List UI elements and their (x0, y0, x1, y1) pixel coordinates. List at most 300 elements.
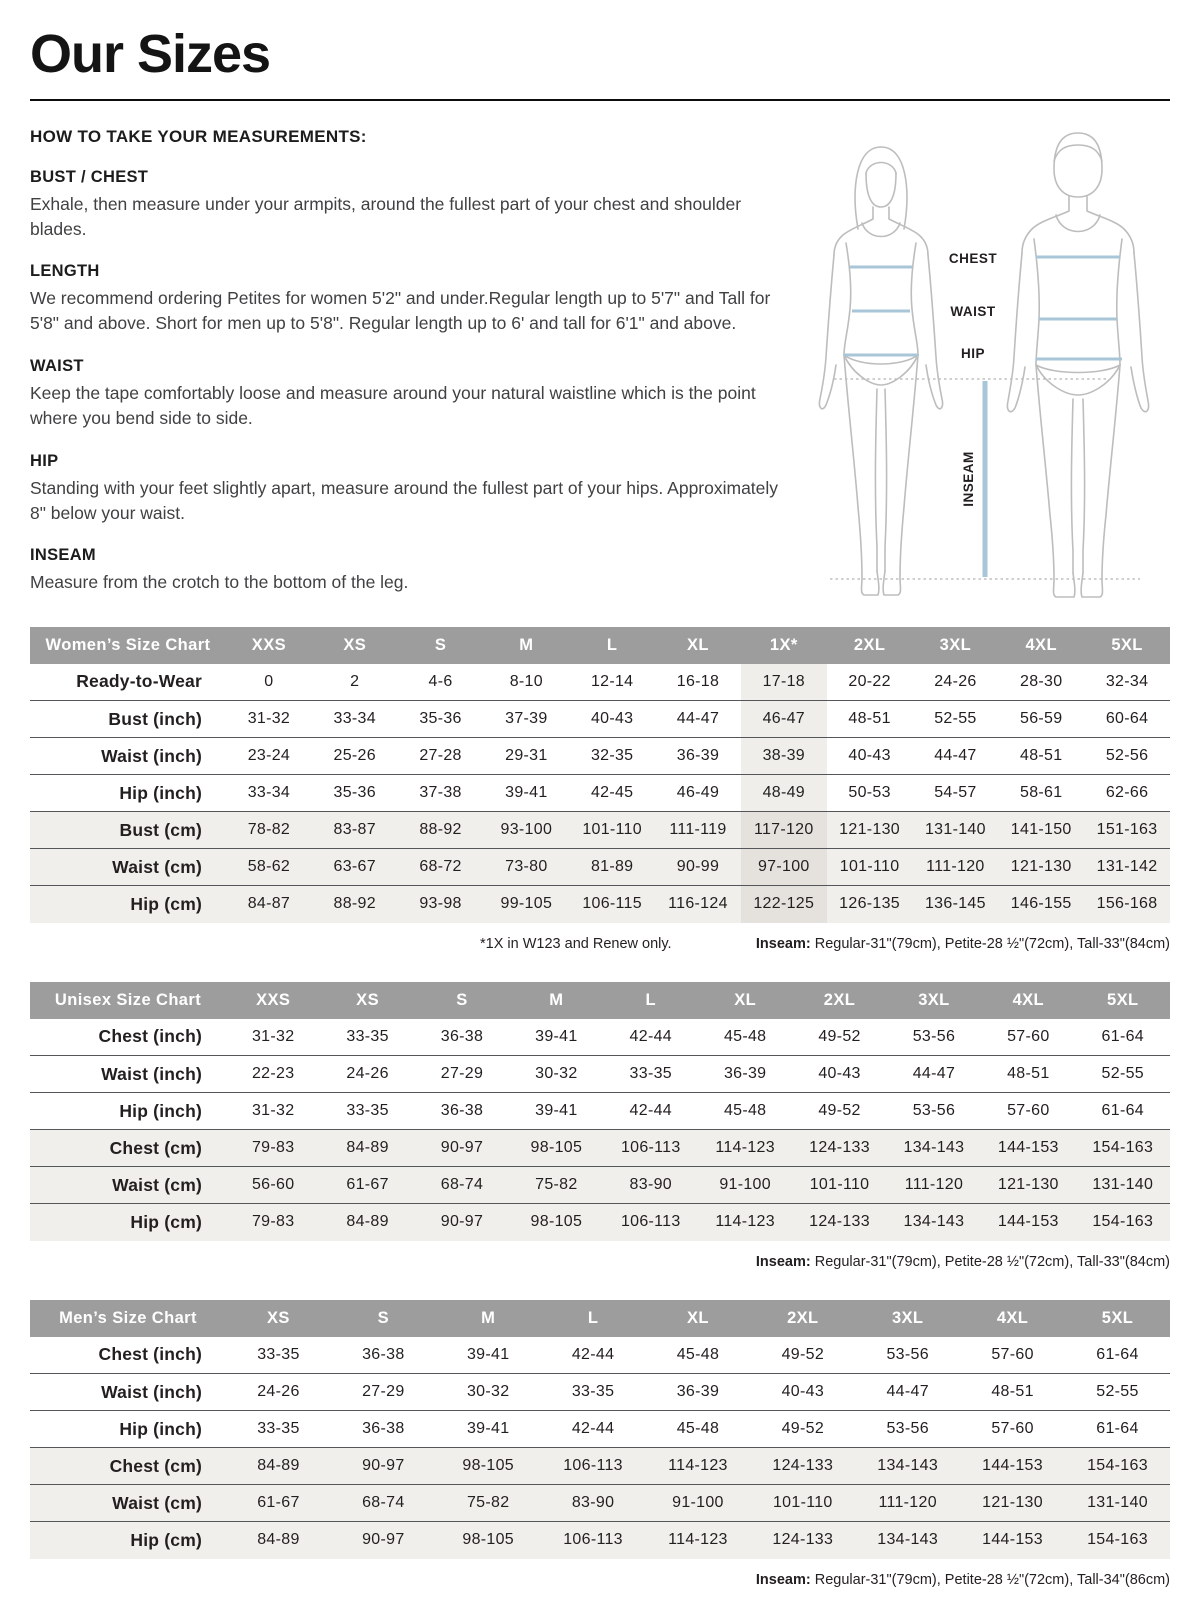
unisex-size-table (30, 982, 1170, 1241)
size-cell: 131-140 (913, 812, 999, 849)
size-cell: 61-67 (320, 1167, 414, 1204)
row-label: Hip (cm) (30, 886, 226, 923)
size-cell: 111-120 (887, 1167, 981, 1204)
unisex-footnotes (30, 1254, 1170, 1278)
size-cell: 90-97 (415, 1130, 509, 1167)
size-cell: 68-74 (415, 1167, 509, 1204)
instruction-body: Measure from the crotch to the bottom of the leg. (30, 572, 409, 593)
size-cell: 36-39 (655, 738, 741, 775)
size-cell: 27-29 (331, 1374, 436, 1411)
size-cell: 88-92 (398, 812, 484, 849)
column-header: S (415, 982, 509, 1019)
column-header: S (331, 1300, 436, 1337)
size-cell: 84-87 (226, 886, 312, 923)
measurement-section (30, 127, 1170, 605)
size-cell: 52-55 (913, 701, 999, 738)
instruction-body: We recommend ordering Petites for women 5'2" and under.Regular length up to 5'7" and Tall for 5'8" and above. Short for men up to 5'8". Regular length up to 6' and tall for 6'1" and above. (30, 288, 771, 334)
size-cell: 27-29 (415, 1056, 509, 1093)
instruction-title: LENGTH (30, 262, 100, 281)
size-cell: 124-133 (792, 1204, 886, 1241)
title-divider (30, 99, 1170, 101)
size-cell: 156-168 (1084, 886, 1170, 923)
size-cell: 0 (264, 672, 274, 690)
inseam-footnote-text: Regular-31"(79cm), Petite-28 ½"(72cm), Tall-33"(84cm) (810, 935, 1170, 952)
column-header: 4XL (981, 982, 1075, 1019)
inseam-footnote-label: Inseam: (755, 1571, 811, 1588)
table-header-row (30, 982, 1170, 1019)
size-cell: 29-31 (483, 738, 569, 775)
table-row (30, 775, 1170, 812)
size-cell: 30-32 (509, 1056, 603, 1093)
size-cell: 42-44 (541, 1411, 646, 1448)
size-cell: 36-38 (362, 1345, 405, 1363)
size-cell: 154-163 (1076, 1204, 1170, 1241)
size-cell: 31-32 (226, 701, 312, 738)
instruction-body: Exhale, then measure under your armpits, around the fullest part of your chest and shoulder blades. (30, 193, 742, 239)
table-row (30, 1337, 1170, 1374)
column-header: XL (698, 982, 792, 1019)
size-cell: 68-72 (398, 849, 484, 886)
column-header: S (398, 627, 484, 664)
size-cell: 97-100 (741, 849, 827, 886)
size-cell: 23-24 (226, 738, 312, 775)
size-cell: 83-90 (541, 1485, 646, 1522)
row-label: Bust (cm) (30, 812, 226, 849)
size-cell: 45-48 (646, 1411, 751, 1448)
womens-size-table (30, 627, 1170, 923)
mens-size-table (30, 1300, 1170, 1559)
size-cell: 2 (350, 672, 360, 690)
size-cell: 28-30 (1020, 672, 1063, 690)
row-label: Hip (inch) (30, 1093, 226, 1130)
row-label: Chest (inch) (98, 1026, 202, 1047)
instruction-body: Standing with your feet slightly apart, measure around the fullest part of your hips. Approximately 8" below your waist. (30, 477, 779, 523)
size-cell: 36-38 (415, 1093, 509, 1130)
table-header-row (30, 1300, 1170, 1337)
size-cell: 117-120 (741, 812, 827, 849)
table-row (30, 849, 1170, 886)
inseam-footnote-text: Regular-31"(79cm), Petite-28 ½"(72cm), Tall-33"(84cm) (810, 1253, 1170, 1270)
size-cell: 24-26 (226, 1374, 331, 1411)
size-cell: 53-56 (855, 1411, 960, 1448)
column-header: 3XL (913, 627, 999, 664)
size-cell: 56-59 (998, 701, 1084, 738)
size-cell: 121-130 (981, 1167, 1075, 1204)
size-cell: 45-48 (723, 1027, 767, 1045)
size-cell: 48-51 (998, 738, 1084, 775)
size-cell: 30-32 (436, 1374, 541, 1411)
size-cell: 61-64 (1101, 1027, 1144, 1045)
size-cell: 144-153 (960, 1522, 1065, 1559)
size-cell: 48-51 (960, 1374, 1065, 1411)
table-row (30, 1056, 1170, 1093)
size-cell: 91-100 (646, 1485, 751, 1522)
size-cell: 48-51 (827, 701, 913, 738)
size-cell: 61-64 (1065, 1411, 1170, 1448)
size-cell: 16-18 (676, 672, 720, 690)
womens-inseam-footnote (756, 936, 1170, 952)
size-cell: 84-89 (320, 1130, 414, 1167)
size-cell: 114-123 (698, 1204, 792, 1241)
measurement-diagram (788, 127, 1190, 603)
womens-1x-footnote: *1X in W123 and Renew only. (480, 935, 672, 952)
size-cell: 68-74 (331, 1485, 436, 1522)
column-header: 2XL (827, 627, 913, 664)
table-row (30, 1204, 1170, 1241)
size-cell: 58-61 (998, 775, 1084, 812)
size-cell: 154-163 (1065, 1522, 1170, 1559)
size-cell: 114-123 (698, 1130, 792, 1167)
size-cell: 141-150 (998, 812, 1084, 849)
size-cell: 101-110 (792, 1167, 886, 1204)
size-cell: 39-41 (509, 1093, 603, 1130)
measurement-instructions (30, 127, 782, 596)
size-cell: 114-123 (646, 1522, 751, 1559)
size-cell: 75-82 (436, 1485, 541, 1522)
size-cell: 126-135 (827, 886, 913, 923)
size-cell: 154-163 (1065, 1448, 1170, 1485)
size-cell: 24-26 (934, 672, 977, 690)
size-cell: 136-145 (913, 886, 999, 923)
size-cell: 27-28 (398, 738, 484, 775)
mens-footnotes (30, 1572, 1170, 1596)
size-cell: 42-44 (571, 1345, 615, 1363)
size-cell: 36-38 (440, 1027, 484, 1045)
size-cell: 91-100 (698, 1167, 792, 1204)
column-header: L (604, 982, 698, 1019)
size-cell: 98-105 (509, 1204, 603, 1241)
size-cell: 121-130 (827, 812, 913, 849)
instruction-title: HIP (30, 451, 59, 470)
size-cell: 20-22 (848, 672, 891, 690)
table-row (30, 1093, 1170, 1130)
size-cell: 93-100 (483, 812, 569, 849)
size-cell: 154-163 (1076, 1130, 1170, 1167)
size-cell: 52-56 (1084, 738, 1170, 775)
size-cell: 134-143 (855, 1448, 960, 1485)
size-cell: 98-105 (509, 1130, 603, 1167)
size-cell: 84-89 (226, 1448, 331, 1485)
size-cell: 31-32 (251, 1027, 295, 1045)
size-cell: 131-140 (1065, 1485, 1170, 1522)
column-header: M (436, 1300, 541, 1337)
size-cell: 36-39 (646, 1374, 751, 1411)
column-header: 2XL (792, 982, 886, 1019)
size-cell: 90-97 (415, 1204, 509, 1241)
size-cell: 121-130 (998, 849, 1084, 886)
size-cell: 39-41 (466, 1345, 510, 1363)
column-header: XS (320, 982, 414, 1019)
size-table (30, 982, 1170, 1241)
size-cell: 106-113 (604, 1130, 698, 1167)
size-cell: 101-110 (569, 812, 655, 849)
row-label: Hip (inch) (30, 1411, 226, 1448)
page-title: Our Sizes (30, 24, 271, 84)
size-cell: 106-115 (569, 886, 655, 923)
size-cell: 134-143 (855, 1522, 960, 1559)
size-cell: 73-80 (483, 849, 569, 886)
table-title: Men’s Size Chart (30, 1300, 226, 1337)
size-cell: 57-60 (1007, 1027, 1050, 1045)
row-label: Chest (cm) (30, 1448, 226, 1485)
size-cell: 83-87 (312, 812, 398, 849)
size-cell: 124-133 (750, 1448, 855, 1485)
row-label: Waist (inch) (30, 1056, 226, 1093)
table-row (30, 1130, 1170, 1167)
column-header: 2XL (750, 1300, 855, 1337)
instruction-title: INSEAM (30, 546, 96, 565)
size-cell: 40-43 (792, 1056, 886, 1093)
size-cell: 4-6 (428, 672, 453, 690)
size-cell: 98-105 (436, 1448, 541, 1485)
size-cell: 39-41 (436, 1411, 541, 1448)
size-cell: 99-105 (483, 886, 569, 923)
instruction-length (30, 262, 782, 336)
size-cell: 33-35 (257, 1345, 300, 1363)
column-header: 4XL (998, 627, 1084, 664)
size-cell: 42-45 (569, 775, 655, 812)
size-cell: 32-35 (569, 738, 655, 775)
size-cell: 131-140 (1076, 1167, 1170, 1204)
size-cell: 114-123 (646, 1448, 751, 1485)
column-header: 5XL (1065, 1300, 1170, 1337)
column-header: M (509, 982, 603, 1019)
size-cell: 106-113 (541, 1448, 646, 1485)
size-cell: 62-66 (1084, 775, 1170, 812)
size-table (30, 627, 1170, 923)
column-header: 4XL (960, 1300, 1065, 1337)
size-cell: 57-60 (981, 1093, 1075, 1130)
row-label: Chest (inch) (98, 1344, 202, 1365)
size-cell: 33-35 (604, 1056, 698, 1093)
size-cell: 33-34 (312, 701, 398, 738)
size-cell: 57-60 (960, 1411, 1065, 1448)
size-cell: 35-36 (312, 775, 398, 812)
size-cell: 88-92 (312, 886, 398, 923)
row-label: Waist (cm) (30, 1167, 226, 1204)
size-cell: 44-47 (887, 1056, 981, 1093)
size-cell: 40-43 (750, 1374, 855, 1411)
column-header: 3XL (887, 982, 981, 1019)
inseam-label: INSEAM (961, 450, 976, 507)
size-cell: 84-89 (320, 1204, 414, 1241)
size-cell: 45-48 (676, 1345, 720, 1363)
size-cell: 124-133 (792, 1130, 886, 1167)
table-row (30, 886, 1170, 923)
size-cell: 44-47 (913, 738, 999, 775)
size-cell: 144-153 (981, 1130, 1075, 1167)
column-header: 1X* (741, 627, 827, 664)
unisex-inseam-footnote (756, 1254, 1170, 1270)
size-cell: 144-153 (981, 1204, 1075, 1241)
size-cell: 44-47 (855, 1374, 960, 1411)
size-cell: 33-34 (226, 775, 312, 812)
column-header: L (541, 1300, 646, 1337)
size-cell: 63-67 (312, 849, 398, 886)
waist-label: WAIST (950, 303, 996, 319)
size-cell: 111-120 (913, 849, 999, 886)
size-cell: 44-47 (655, 701, 741, 738)
inseam-footnote-text: Regular-31"(79cm), Petite-28 ½"(72cm), Tall-34"(86cm) (810, 1571, 1170, 1588)
row-label: Hip (cm) (30, 1204, 226, 1241)
size-cell: 42-44 (604, 1093, 698, 1130)
instruction-waist (30, 357, 782, 431)
size-cell: 40-43 (827, 738, 913, 775)
row-label: Waist (inch) (30, 1374, 226, 1411)
size-cell: 40-43 (569, 701, 655, 738)
row-label: Waist (cm) (30, 849, 226, 886)
instruction-inseam (30, 546, 782, 595)
mens-size-chart (30, 1300, 1170, 1596)
size-cell: 106-113 (604, 1204, 698, 1241)
column-header: XL (646, 1300, 751, 1337)
size-cell: 39-41 (483, 775, 569, 812)
size-cell: 90-97 (331, 1448, 436, 1485)
size-cell: 122-125 (741, 886, 827, 923)
size-cell: 36-38 (331, 1411, 436, 1448)
row-label: Bust (inch) (30, 701, 226, 738)
size-cell: 78-82 (226, 812, 312, 849)
column-header: XS (226, 1300, 331, 1337)
row-label: Waist (cm) (30, 1485, 226, 1522)
size-cell: 58-62 (226, 849, 312, 886)
size-cell: 79-83 (226, 1130, 320, 1167)
size-cell: 31-32 (226, 1093, 320, 1130)
size-cell: 46-47 (741, 701, 827, 738)
hip-label: HIP (960, 345, 986, 361)
inseam-footnote-label: Inseam: (755, 1253, 811, 1270)
table-row (30, 1019, 1170, 1056)
instruction-hip (30, 452, 782, 526)
size-cell: 48-51 (981, 1056, 1075, 1093)
chest-label: CHEST (948, 250, 998, 266)
column-header: XL (655, 627, 741, 664)
size-cell: 33-35 (226, 1411, 331, 1448)
mens-inseam-footnote (756, 1572, 1170, 1588)
row-label: Hip (cm) (30, 1522, 226, 1559)
instruction-body: Keep the tape comfortably loose and measure around your natural waistline which is the point where you bend side to side. (30, 383, 756, 428)
size-cell: 106-113 (541, 1522, 646, 1559)
size-cell: 24-26 (320, 1056, 414, 1093)
size-cell: 101-110 (750, 1485, 855, 1522)
table-row (30, 701, 1170, 738)
size-cell: 61-64 (1096, 1345, 1139, 1363)
row-label: Ready-to-Wear (76, 671, 202, 692)
size-cell: 49-52 (818, 1027, 861, 1045)
unisex-size-chart (30, 982, 1170, 1278)
size-cell: 56-60 (226, 1167, 320, 1204)
table-row (30, 664, 1170, 701)
size-cell: 48-49 (741, 775, 827, 812)
size-cell: 52-55 (1065, 1374, 1170, 1411)
column-header: 3XL (855, 1300, 960, 1337)
column-header: L (569, 627, 655, 664)
table-row (30, 1485, 1170, 1522)
size-cell: 131-142 (1084, 849, 1170, 886)
column-header: 5XL (1076, 982, 1170, 1019)
table-row (30, 1167, 1170, 1204)
size-table (30, 1300, 1170, 1559)
row-label: Waist (inch) (30, 738, 226, 775)
size-cell: 33-35 (541, 1374, 646, 1411)
size-cell: 146-155 (998, 886, 1084, 923)
size-cell: 121-130 (960, 1485, 1065, 1522)
size-cell: 61-67 (226, 1485, 331, 1522)
size-cell: 33-35 (346, 1027, 389, 1045)
row-label: Hip (inch) (30, 775, 226, 812)
inseam-footnote-label: Inseam: (755, 935, 811, 952)
size-cell: 57-60 (991, 1345, 1034, 1363)
table-title: Women’s Size Chart (30, 627, 226, 664)
size-cell: 134-143 (887, 1130, 981, 1167)
size-cell: 35-36 (398, 701, 484, 738)
womens-size-chart (30, 627, 1170, 960)
size-cell: 124-133 (750, 1522, 855, 1559)
table-row (30, 1411, 1170, 1448)
size-cell: 54-57 (913, 775, 999, 812)
size-cell: 81-89 (569, 849, 655, 886)
size-cell: 53-56 (912, 1027, 956, 1045)
size-cell: 22-23 (226, 1056, 320, 1093)
size-cell: 45-48 (698, 1093, 792, 1130)
womens-footnotes (30, 936, 1170, 960)
column-header: 5XL (1084, 627, 1170, 664)
size-cell: 8-10 (509, 672, 543, 690)
size-cell: 84-89 (226, 1522, 331, 1559)
instruction-bust-chest (30, 168, 782, 242)
size-cell: 111-119 (655, 812, 741, 849)
size-cell: 90-97 (331, 1522, 436, 1559)
size-cell: 42-44 (629, 1027, 672, 1045)
size-cell: 12-14 (590, 672, 634, 690)
table-row (30, 1522, 1170, 1559)
column-header: XXS (226, 627, 312, 664)
size-cell: 49-52 (750, 1411, 855, 1448)
size-cell: 61-64 (1076, 1093, 1170, 1130)
size-cell: 116-124 (655, 886, 741, 923)
size-cell: 79-83 (226, 1204, 320, 1241)
table-title: Unisex Size Chart (30, 982, 226, 1019)
size-cell: 37-38 (398, 775, 484, 812)
size-cell: 38-39 (741, 738, 827, 775)
size-cell: 53-56 (886, 1345, 929, 1363)
size-cell: 39-41 (535, 1027, 578, 1045)
size-cell: 98-105 (436, 1522, 541, 1559)
size-cell: 134-143 (887, 1204, 981, 1241)
size-cell: 52-55 (1076, 1056, 1170, 1093)
instruction-title: BUST / CHEST (30, 167, 149, 186)
size-cell: 25-26 (312, 738, 398, 775)
size-cell: 60-64 (1084, 701, 1170, 738)
female-figure-outline (819, 147, 942, 595)
size-cell: 75-82 (509, 1167, 603, 1204)
male-figure-outline (1007, 133, 1148, 597)
size-cell: 101-110 (827, 849, 913, 886)
size-cell: 144-153 (960, 1448, 1065, 1485)
instructions-heading: HOW TO TAKE YOUR MEASUREMENTS: (30, 126, 367, 146)
size-cell: 32-34 (1105, 672, 1149, 690)
size-cell: 49-52 (781, 1345, 825, 1363)
column-header: M (483, 627, 569, 664)
size-cell: 36-39 (698, 1056, 792, 1093)
table-row (30, 1374, 1170, 1411)
size-cell: 37-39 (483, 701, 569, 738)
table-row (30, 738, 1170, 775)
size-cell: 17-18 (741, 664, 827, 701)
size-cell: 33-35 (320, 1093, 414, 1130)
table-row (30, 812, 1170, 849)
column-header: XXS (226, 982, 320, 1019)
